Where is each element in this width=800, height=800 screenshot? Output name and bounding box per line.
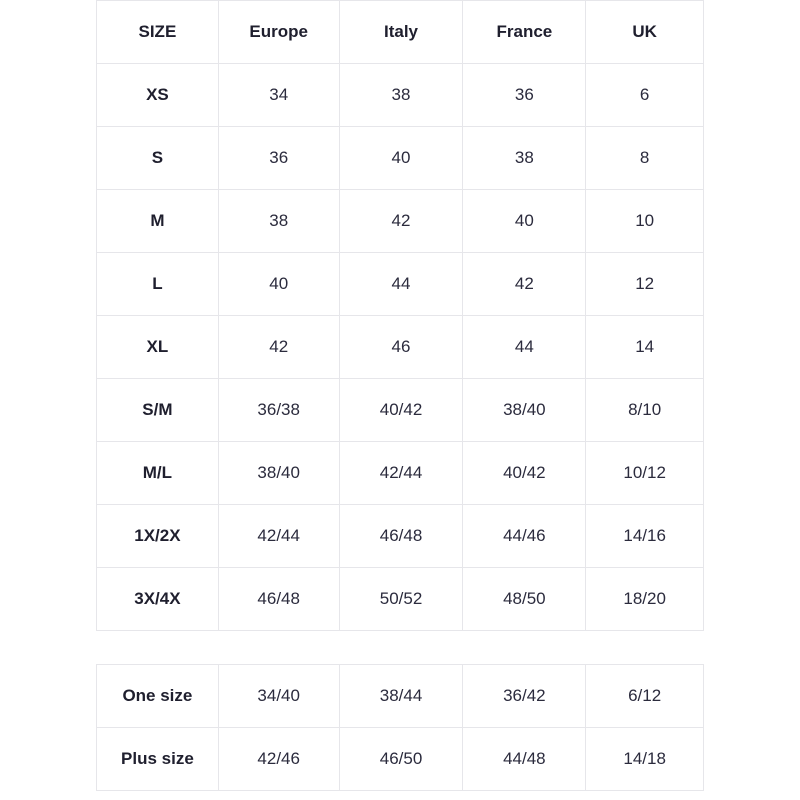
cell-uk: 10/12 (586, 442, 704, 505)
cell-italy: 40/42 (339, 379, 463, 442)
cell-france: 44/46 (463, 505, 586, 568)
table-row (97, 190, 704, 253)
cell-france: 36/42 (463, 665, 586, 728)
cell-italy: 38 (339, 64, 463, 127)
cell-france: 40/42 (463, 442, 586, 505)
cell-uk: 18/20 (586, 568, 704, 631)
table-row (97, 442, 704, 505)
row-label: M/L (97, 442, 219, 505)
table-row (97, 568, 704, 631)
cell-italy: 42/44 (339, 442, 463, 505)
column-header-size: SIZE (97, 1, 219, 64)
row-label: XS (97, 64, 219, 127)
table-row (97, 316, 704, 379)
cell-uk: 12 (586, 253, 704, 316)
row-label: 3X/4X (97, 568, 219, 631)
table-body (97, 665, 704, 791)
cell-europe: 36/38 (218, 379, 339, 442)
table-row (97, 127, 704, 190)
cell-europe: 42/46 (218, 728, 339, 791)
column-header-italy: Italy (339, 1, 463, 64)
cell-italy: 46 (339, 316, 463, 379)
column-header-uk: UK (586, 1, 704, 64)
cell-italy: 46/50 (339, 728, 463, 791)
cell-uk: 14/18 (586, 728, 704, 791)
cell-italy: 42 (339, 190, 463, 253)
table-row (97, 505, 704, 568)
table-row (97, 665, 704, 728)
row-label: XL (97, 316, 219, 379)
row-label: S (97, 127, 219, 190)
cell-italy: 38/44 (339, 665, 463, 728)
cell-europe: 42/44 (218, 505, 339, 568)
cell-france: 38/40 (463, 379, 586, 442)
table-row (97, 64, 704, 127)
cell-europe: 46/48 (218, 568, 339, 631)
row-label: M (97, 190, 219, 253)
cell-france: 36 (463, 64, 586, 127)
cell-uk: 6 (586, 64, 704, 127)
cell-uk: 10 (586, 190, 704, 253)
cell-france: 44/48 (463, 728, 586, 791)
row-label: 1X/2X (97, 505, 219, 568)
cell-uk: 14 (586, 316, 704, 379)
row-label: One size (97, 665, 219, 728)
cell-france: 38 (463, 127, 586, 190)
cell-italy: 40 (339, 127, 463, 190)
table-row (97, 379, 704, 442)
table-header (97, 1, 704, 64)
column-header-france: France (463, 1, 586, 64)
generic-size-table (96, 664, 704, 791)
table-row (97, 728, 704, 791)
table-spacer (96, 631, 704, 664)
cell-europe: 36 (218, 127, 339, 190)
cell-italy: 46/48 (339, 505, 463, 568)
row-label: S/M (97, 379, 219, 442)
column-header-europe: Europe (218, 1, 339, 64)
cell-europe: 42 (218, 316, 339, 379)
cell-france: 40 (463, 190, 586, 253)
cell-europe: 40 (218, 253, 339, 316)
cell-uk: 8 (586, 127, 704, 190)
table-body (97, 64, 704, 631)
size-conversion-table (96, 0, 704, 631)
cell-europe: 34/40 (218, 665, 339, 728)
cell-europe: 38/40 (218, 442, 339, 505)
cell-italy: 50/52 (339, 568, 463, 631)
cell-france: 44 (463, 316, 586, 379)
cell-uk: 8/10 (586, 379, 704, 442)
cell-uk: 14/16 (586, 505, 704, 568)
cell-italy: 44 (339, 253, 463, 316)
row-label: L (97, 253, 219, 316)
row-label: Plus size (97, 728, 219, 791)
cell-europe: 38 (218, 190, 339, 253)
cell-france: 48/50 (463, 568, 586, 631)
table-header-row (97, 1, 704, 64)
cell-europe: 34 (218, 64, 339, 127)
table-row (97, 253, 704, 316)
cell-france: 42 (463, 253, 586, 316)
cell-uk: 6/12 (586, 665, 704, 728)
